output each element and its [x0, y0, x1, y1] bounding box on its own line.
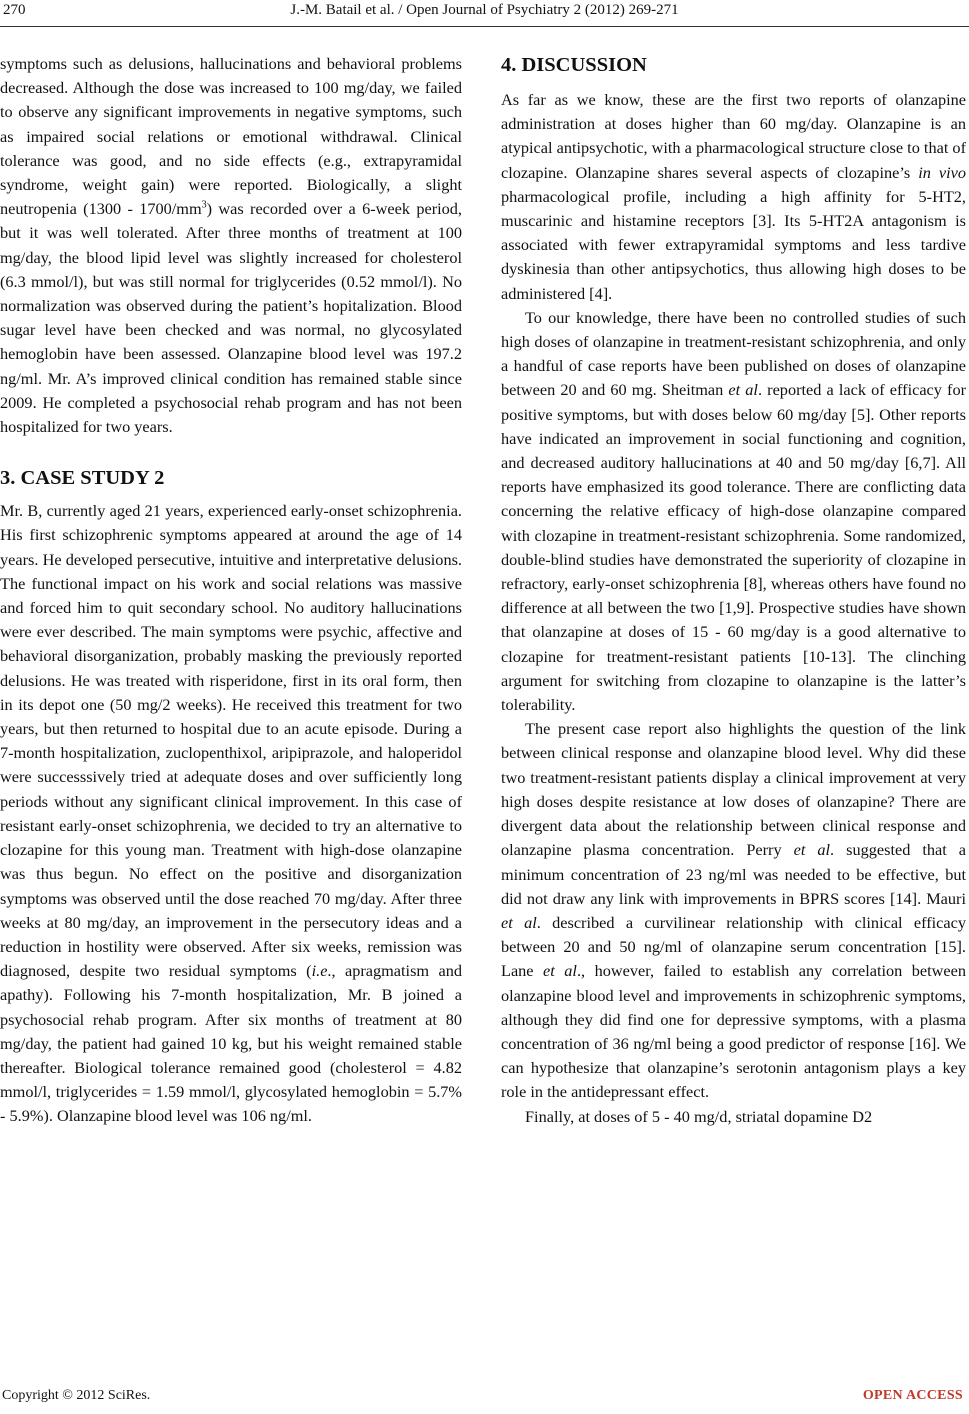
discussion-paragraph-2: To our knowledge, there have been no controlled studies of such high doses of olanzapine in treatment-resistant schizophrenia, and only a handful of case reports have been published on doses of olanzapine between 20 and 60 mg. Sheitman et al. reported a lack of efficacy for positive symptoms, but with doses below 60 mg/day [5]. Other reports have indicated an improvement in social functioning and cognition, and decreased auditory hallucinations at 40 and 50 mg/day [6,7]. All reports have emphasized its good tolerance. There are conflicting data concerning the relative efficacy of high-dose olanzapine compared with clozapine in treatment-resistant schizophrenia. Some randomized, double-blind studies have demonstrated the superiority of clozapine in refractory, early-onset schizophrenia [8], whereas others have found no difference at all between the two [1,9]. Prospective studies have shown that olanzapine at doses of 15 - 60 mg/day is a good alternative to clozapine for treatment-resistant patients [10-13]. The clinching argument for switching from clozapine to olanzapine is the latter’s tolerability.: [501, 307, 967, 715]
page-footer: [0, 1386, 969, 1414]
running-head: J.-M. Batail et al. / Open Journal of Psychiatry 2 (2012) 269-271: [290, 2, 679, 18]
case2-paragraph: Mr. B, currently aged 21 years, experienced early-onset schizophrenia. His first schizophrenic symptoms appeared at around the age of 14 years. He developed persecutive, intuitive and interpretative delusions. The functional impact on his work and social relations was massive and forced him to quit secondary school. No auditory hallucinations were ever described. The main symptoms were psychic, affective and behavioral disorganization, probably masking the previously reported delusions. He was treated with risperidone, first in its oral form, then in its depot one (50 mg/2 weeks). He received this treatment for two years, but then returned to hospital due to an acute episode. During a 7-month hospitalization, zuclopenthixol, aripiprazole, and haloperidol were successsively tried at adequate doses and over sufficiently long periods without any significant clinical improvement. In this case of resistant early-onset schizophrenia, we decided to try an alternative to clozapine for this young man. Treatment with high-dose olanzapine was thus begun. No effect on the positive and disorganization symptoms was observed until the dose reached 70 mg/day. After three weeks at 80 mg/day, an improvement in the persecutory ideas and a reduction in hostility were observed. After six weeks, remission was diagnosed, despite two residual symptoms (i.e., apragmatism and apathy). Following his 7-month hospitalization, Mr. B joined a psychosocial rehab program. After six months of treatment at 80 mg/day, the patient had gained 10 kg, but his weight remained stable thereafter. Biological tolerance remained good (cholesterol = 4.82 mmol/l, triglycerides = 1.59 mmol/l, glycosylated hemoglobin = 5.7% - 5.9%). Olanzapine blood level was 106 ng/ml.: [0, 501, 462, 1126]
copyright-notice: Copyright © 2012 SciRes.: [2, 1388, 151, 1403]
case1-continuation-paragraph: symptoms such as delusions, hallucinations and behavioral problems decreased. Although the dose was increased to 100 mg/day, we failed to observe any significant improvements in negative symptoms, such as impaired social relations or emotional withdrawal. Clinical tolerance was good, and no side effects (e.g., extrapyramidal syndrome, weight gain) were reported. Biologically, a slight neutropenia $(1300 - 1700/mm^3)$ was recorded over a 6-week period, but it was well tolerated. After three months of treatment at 100 mg/day, the blood lipid level was slightly increased for cholesterol (6.3 mmol/l), but was still normal for triglycerides (0.52 mmol/l). No normalization was observed during the patient’s hopitalization. Blood sugar level have been checked and was normal, no glycosylated hemoglobin have been assessed. Olanzapine blood level was 197.2 ng/ml. Mr. A’s improved clinical condition has remained stable since 2009. He completed a psychosocial rehab program and has not been hospitalized for two years.: [0, 54, 462, 437]
page-number: 270: [3, 2, 26, 18]
open-access-label: OPEN ACCESS: [862, 1388, 963, 1403]
discussion-paragraph-3: The present case report also highlights the question of the link between clinical response and olanzapine blood level. Why did these two treatment-resistant patients display a clinical improvement at very high doses despite resistance at low doses of olanzapine? There are divergent data about the relationship between clinical response and olanzapine plasma concentration. Perry et al. suggested that a minimum concentration of 23 ng/ml was needed to be effective, but did not draw any link with improvements in BPRS scores [14]. Mauri et al. described a curvilinear relationship with clinical efficacy between 20 and 50 ng/ml of olanzapine serum concentration [15]. Lane et al., however, failed to establish any correlation between olanzapine blood level and improvements in schizophrenic symptoms, although they did find one for depressive symptoms, with a plasma concentration of 36 ng/ml being a good predictor of response [16]. We can hypothesize that olanzapine’s serotonin antagonism plays a key role in the antidepressant effect.: [501, 719, 967, 1102]
section-heading-case-study-2: 3. CASE STUDY 2: [0, 467, 165, 490]
header-rule: [0, 26, 969, 27]
discussion-paragraph-1: As far as we know, these are the first two reports of olanzapine administration at doses higher than 60 mg/day. Olanzapine is an atypical antipsychotic, with a pharmacological structure close to that of clozapine. Olanzapine shares several aspects of clozapine’s in vivo pharmacological profile, including a high affinity for 5-HT2, muscarinic and histamine receptors [3]. Its 5-HT2A antagonism is associated with fewer extrapyramidal symptoms and less tardive dyskinesia than other antipsychotics, thus allowing high doses to be administered [4].: [501, 90, 967, 303]
page-header: [0, 0, 969, 30]
left-column: [0, 52, 462, 1129]
section-heading-discussion: 4. DISCUSSION: [501, 54, 647, 76]
discussion-paragraph-4: Finally, at doses of 5 - 40 mg/d, striatal dopamine D2: [525, 1106, 873, 1126]
right-column: [501, 53, 966, 1129]
